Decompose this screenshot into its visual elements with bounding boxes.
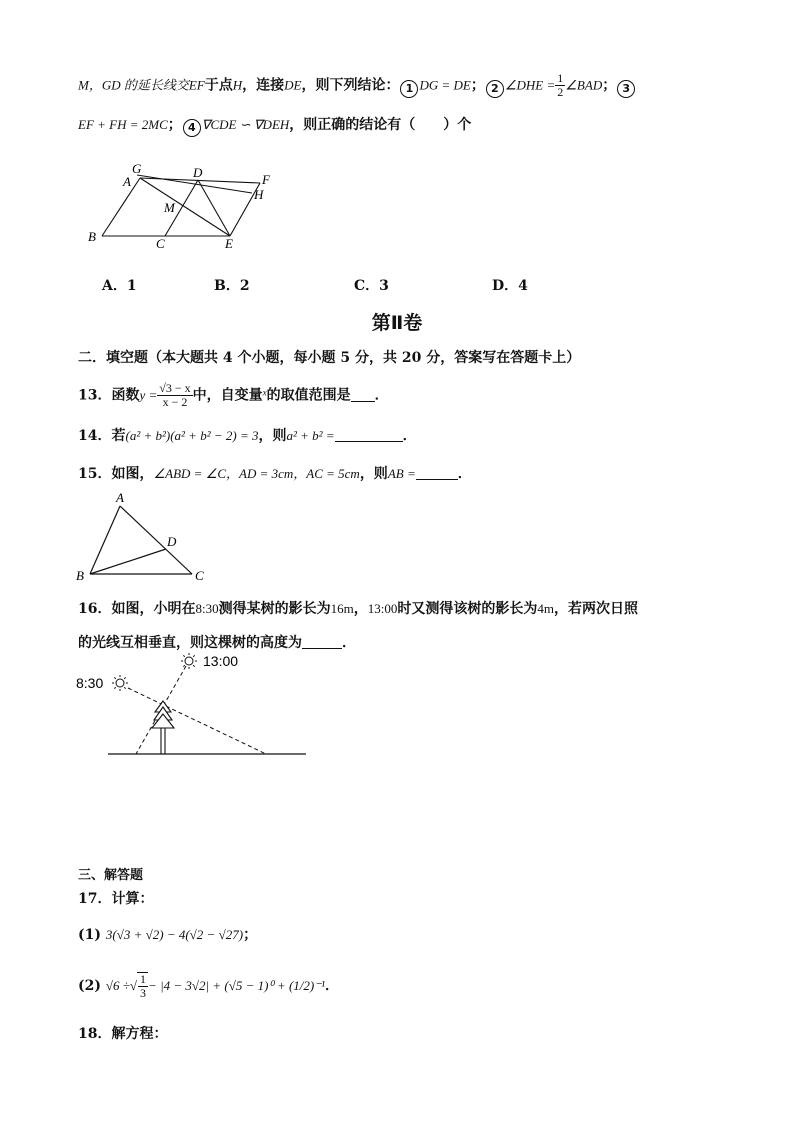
q17-p2-label: (2) [78,978,101,994]
segment-ae [140,178,230,236]
q16-b: 测得某树的影长为 [218,601,331,617]
label-d: D [193,165,203,180]
label-h: H [254,187,264,202]
q13-mid: 中，自变量 [192,387,263,404]
q12-line1 [78,72,636,99]
q13-prefix: 13．函数 [78,387,140,404]
circle-4: 4 [183,119,201,137]
choice-c: C．3 [354,278,389,294]
q13-var: x [262,387,267,398]
q13-den: x − 2 [162,395,188,409]
q16-c: ， [353,601,368,617]
q17-p1-label: (1) [78,927,101,943]
q12-lianjie: ，连接 [242,77,285,94]
q17-p2-den: 3 [140,986,147,1000]
q16-l1: 16m [330,601,354,616]
q13-suffix: 的取值范围是 [266,387,351,404]
circle-2: 2 [486,80,504,98]
ray-830 [128,688,266,754]
sun-icon-1300 [181,653,197,669]
label-c: C [156,236,165,251]
conclusion-1: DG = DE [419,77,471,93]
q16-blank[interactable] [302,636,342,649]
q14-expr: (a² + b²)(a² + b² − 2) = 3 [125,428,259,443]
conclusion-3: EF + FH = 2MC [78,117,168,132]
segment-bd [90,549,166,574]
q12-de: DE [284,77,302,93]
tree-icon [152,701,174,754]
frac-den: 2 [557,85,564,99]
q12-yudian: 于点 [204,77,233,94]
conclusion-2-angle: ∠DHE = [504,77,556,93]
q14-end: ． [402,428,417,444]
q17-p1-end: ； [243,927,258,943]
q14-blank[interactable] [335,429,403,442]
q16-t1: 8:30 [195,601,219,616]
q13-num: √3 − x [159,381,191,395]
q16-line1 [78,598,638,618]
q15 [78,463,472,483]
q14-prefix: 14．若 [78,428,126,444]
label-a: A [116,490,124,505]
q17-p2-end: ． [324,978,339,994]
choice-a: A．1 [102,278,137,294]
q17-part1 [78,924,257,944]
conclusion-4: ∇CDE ∽ ∇DEH [201,117,290,132]
sep-2: ； [602,77,617,94]
q17-title: 17．计算： [78,891,154,907]
conclusion-2-frac [555,72,565,99]
segment-ab [102,178,140,236]
q15-prefix: 15．如图， [78,466,154,482]
q12-h: H [232,77,243,93]
parallelogram-figure [80,160,290,255]
q17-p2-expr-a: √6 ÷ [105,978,130,993]
q18-title: 18．解方程： [78,1026,168,1042]
q17-p2-expr-b: − |4 − 3√2| + (√5 − 1)⁰ + (1/2)⁻¹ [148,978,325,993]
conclusion-2-rest: ∠BAD [565,77,603,93]
q15-blank[interactable] [416,467,458,480]
q14 [78,425,417,445]
segment-ac [120,506,192,574]
label-c: C [195,568,204,583]
label-a: A [123,174,131,189]
q14-expr2: a² + b² = [286,428,335,443]
q15-expr: ∠ABD = ∠C，AD = 3cm，AC = 5cm [153,466,360,481]
q15-expr2: AB = [387,466,416,481]
q12-jielun: ，则下列结论： [301,77,400,94]
q12-ef: EF [188,77,205,93]
q16-e: ，若两次日照 [553,601,638,617]
q16-line2 [78,632,356,652]
choice-d: D．4 [492,278,528,294]
q13-frac [157,382,192,409]
label-e: E [225,236,233,251]
label-b: B [76,568,84,583]
triangle-figure [72,488,222,584]
circle-3: 3 [617,80,635,98]
label-g: G [132,161,142,176]
segment-ab [90,506,120,574]
q12-question: ，则正确的结论有（ ）个 [289,117,472,133]
q13-end: ． [374,387,389,404]
label-m: M [164,200,175,215]
circle-1: 1 [400,80,418,98]
time-label-1300: 13:00 [203,653,239,669]
q14-mid: ，则 [258,428,287,444]
section-2-title: 第Ⅱ卷 [371,312,423,334]
frac-num: 1 [557,71,564,85]
q16-a: 16．如图，小明在 [78,601,196,617]
q12-line2 [78,114,471,137]
fill-blank-header: 二．填空题（本大题共 4 个小题，每小题 5 分，共 20 分，答案写在答题卡上） [78,350,581,366]
sqrt-sign: √ [129,978,138,993]
time-label-830: 8:30 [76,675,104,691]
q16-d: 时又测得该树的影长为 [397,601,538,617]
label-d: D [167,534,177,549]
q17-p1-expr: 3(√3 + √2) − 4(√2 − √27) [105,927,244,942]
sep-3: ； [167,117,182,133]
q13 [78,382,389,409]
section-3-title: 三、解答题 [78,868,144,883]
label-b: B [88,229,96,244]
q13-blank[interactable] [351,389,375,402]
q16-t2: 13:00 [367,601,398,616]
q16-end: ． [342,635,356,651]
q16-line2-text: 的光线互相垂直，则这棵树的高度为 [78,635,302,651]
sep-1: ； [470,77,485,94]
label-f: F [262,172,270,187]
q17-p2-frac [137,972,148,1000]
q15-end: ． [457,466,472,482]
choice-b: B．2 [214,278,250,294]
tree-shadow-figure [72,650,312,760]
q13-y: y = [139,387,158,403]
q15-mid: ，则 [359,466,388,482]
q17-p2-num: 1 [140,972,147,986]
q16-l2: 4m [537,601,554,616]
sun-icon-830 [112,675,128,691]
q12-m: M，GD 的延长线交 [78,77,189,93]
q17-part2 [78,972,339,1000]
